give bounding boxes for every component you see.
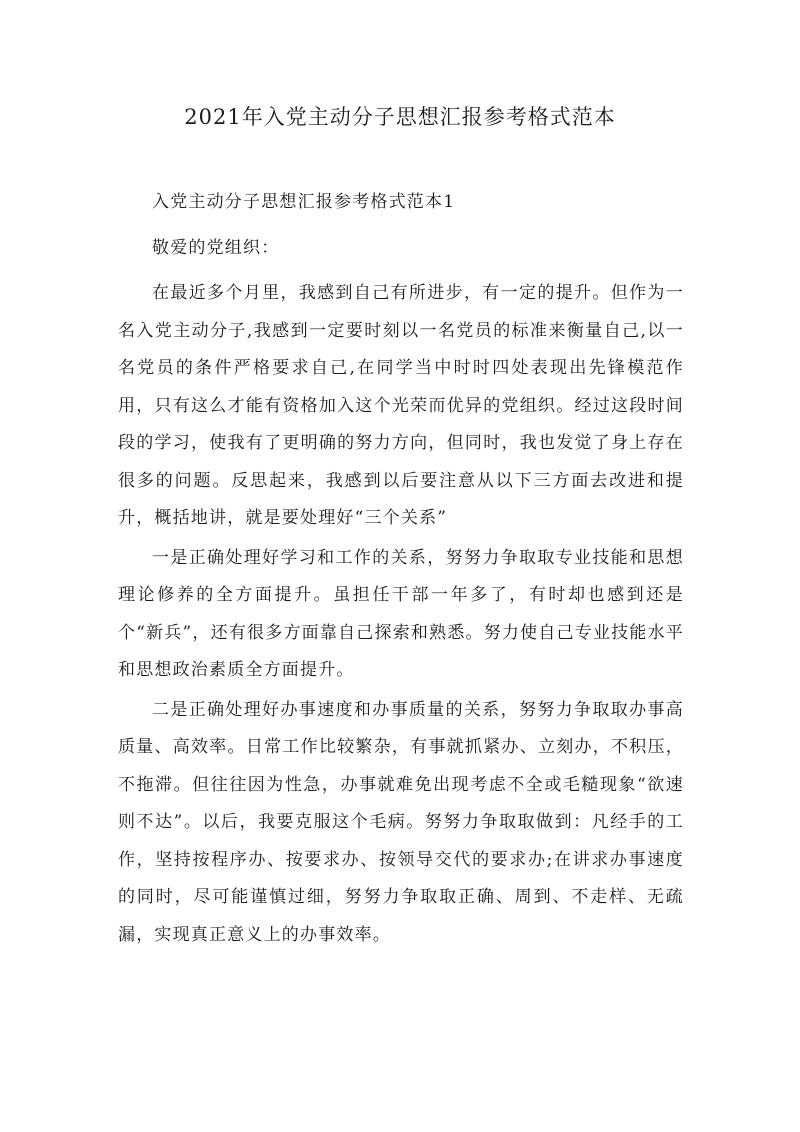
section-subtitle: 入党主动分子思想汇报参考格式范本1 <box>152 192 456 212</box>
paragraph-first-relation: 一是正确处理好学习和工作的关系，努努力争取取专业技能和思想理论修养的全方面提升。虽担任干部一年多了，有时却也感到还是个“新兵”，还有很多方面靠自己探索和熟悉。努力使自己专业技能水平和思想政治素质全方面提升。 <box>118 547 684 680</box>
paragraph-intro: 在最近多个月里，我感到自己有所进步，有一定的提升。但作为一名入党主动分子,我感到一定要时刻以一名党员的标准来衡量自己,以一名党员的条件严格要求自己,在同学当中时时四处表现出先锋模范作用，只有这么才能有资格加入这个光荣而优异的党组织。经过这段时间段的学习，使我有了更明确的努力方向，但同时，我也发觉了身上存在很多的问题。反思起来，我感到以后要注意从以下三方面去改进和提升，概括地讲，就是要处理好“三个关系” <box>118 283 684 528</box>
paragraph-second-relation: 二是正确处理好办事速度和办事质量的关系，努努力争取取办事高质量、高效率。日常工作比较繁杂，有事就抓紧办、立刻办，不积压，不拖滞。但往往因为性急，办事就难免出现考虑不全或毛糙现象“欲速则不达”。以后，我要克服这个毛病。努努力争取取做到：凡经手的工作，坚持按程序办、按要求办、按领导交代的要求办;在讲求办事速度的同时，尽可能谨慎过细，努努力争取取正确、周到、不走样、无疏漏，实现真正意义上的办事效率。 <box>118 699 684 945</box>
document-body <box>118 184 684 956</box>
salutation: 敬爱的党组织： <box>152 237 280 258</box>
document-title: 2021年入党主动分子思想汇报参考格式范本 <box>184 105 616 129</box>
